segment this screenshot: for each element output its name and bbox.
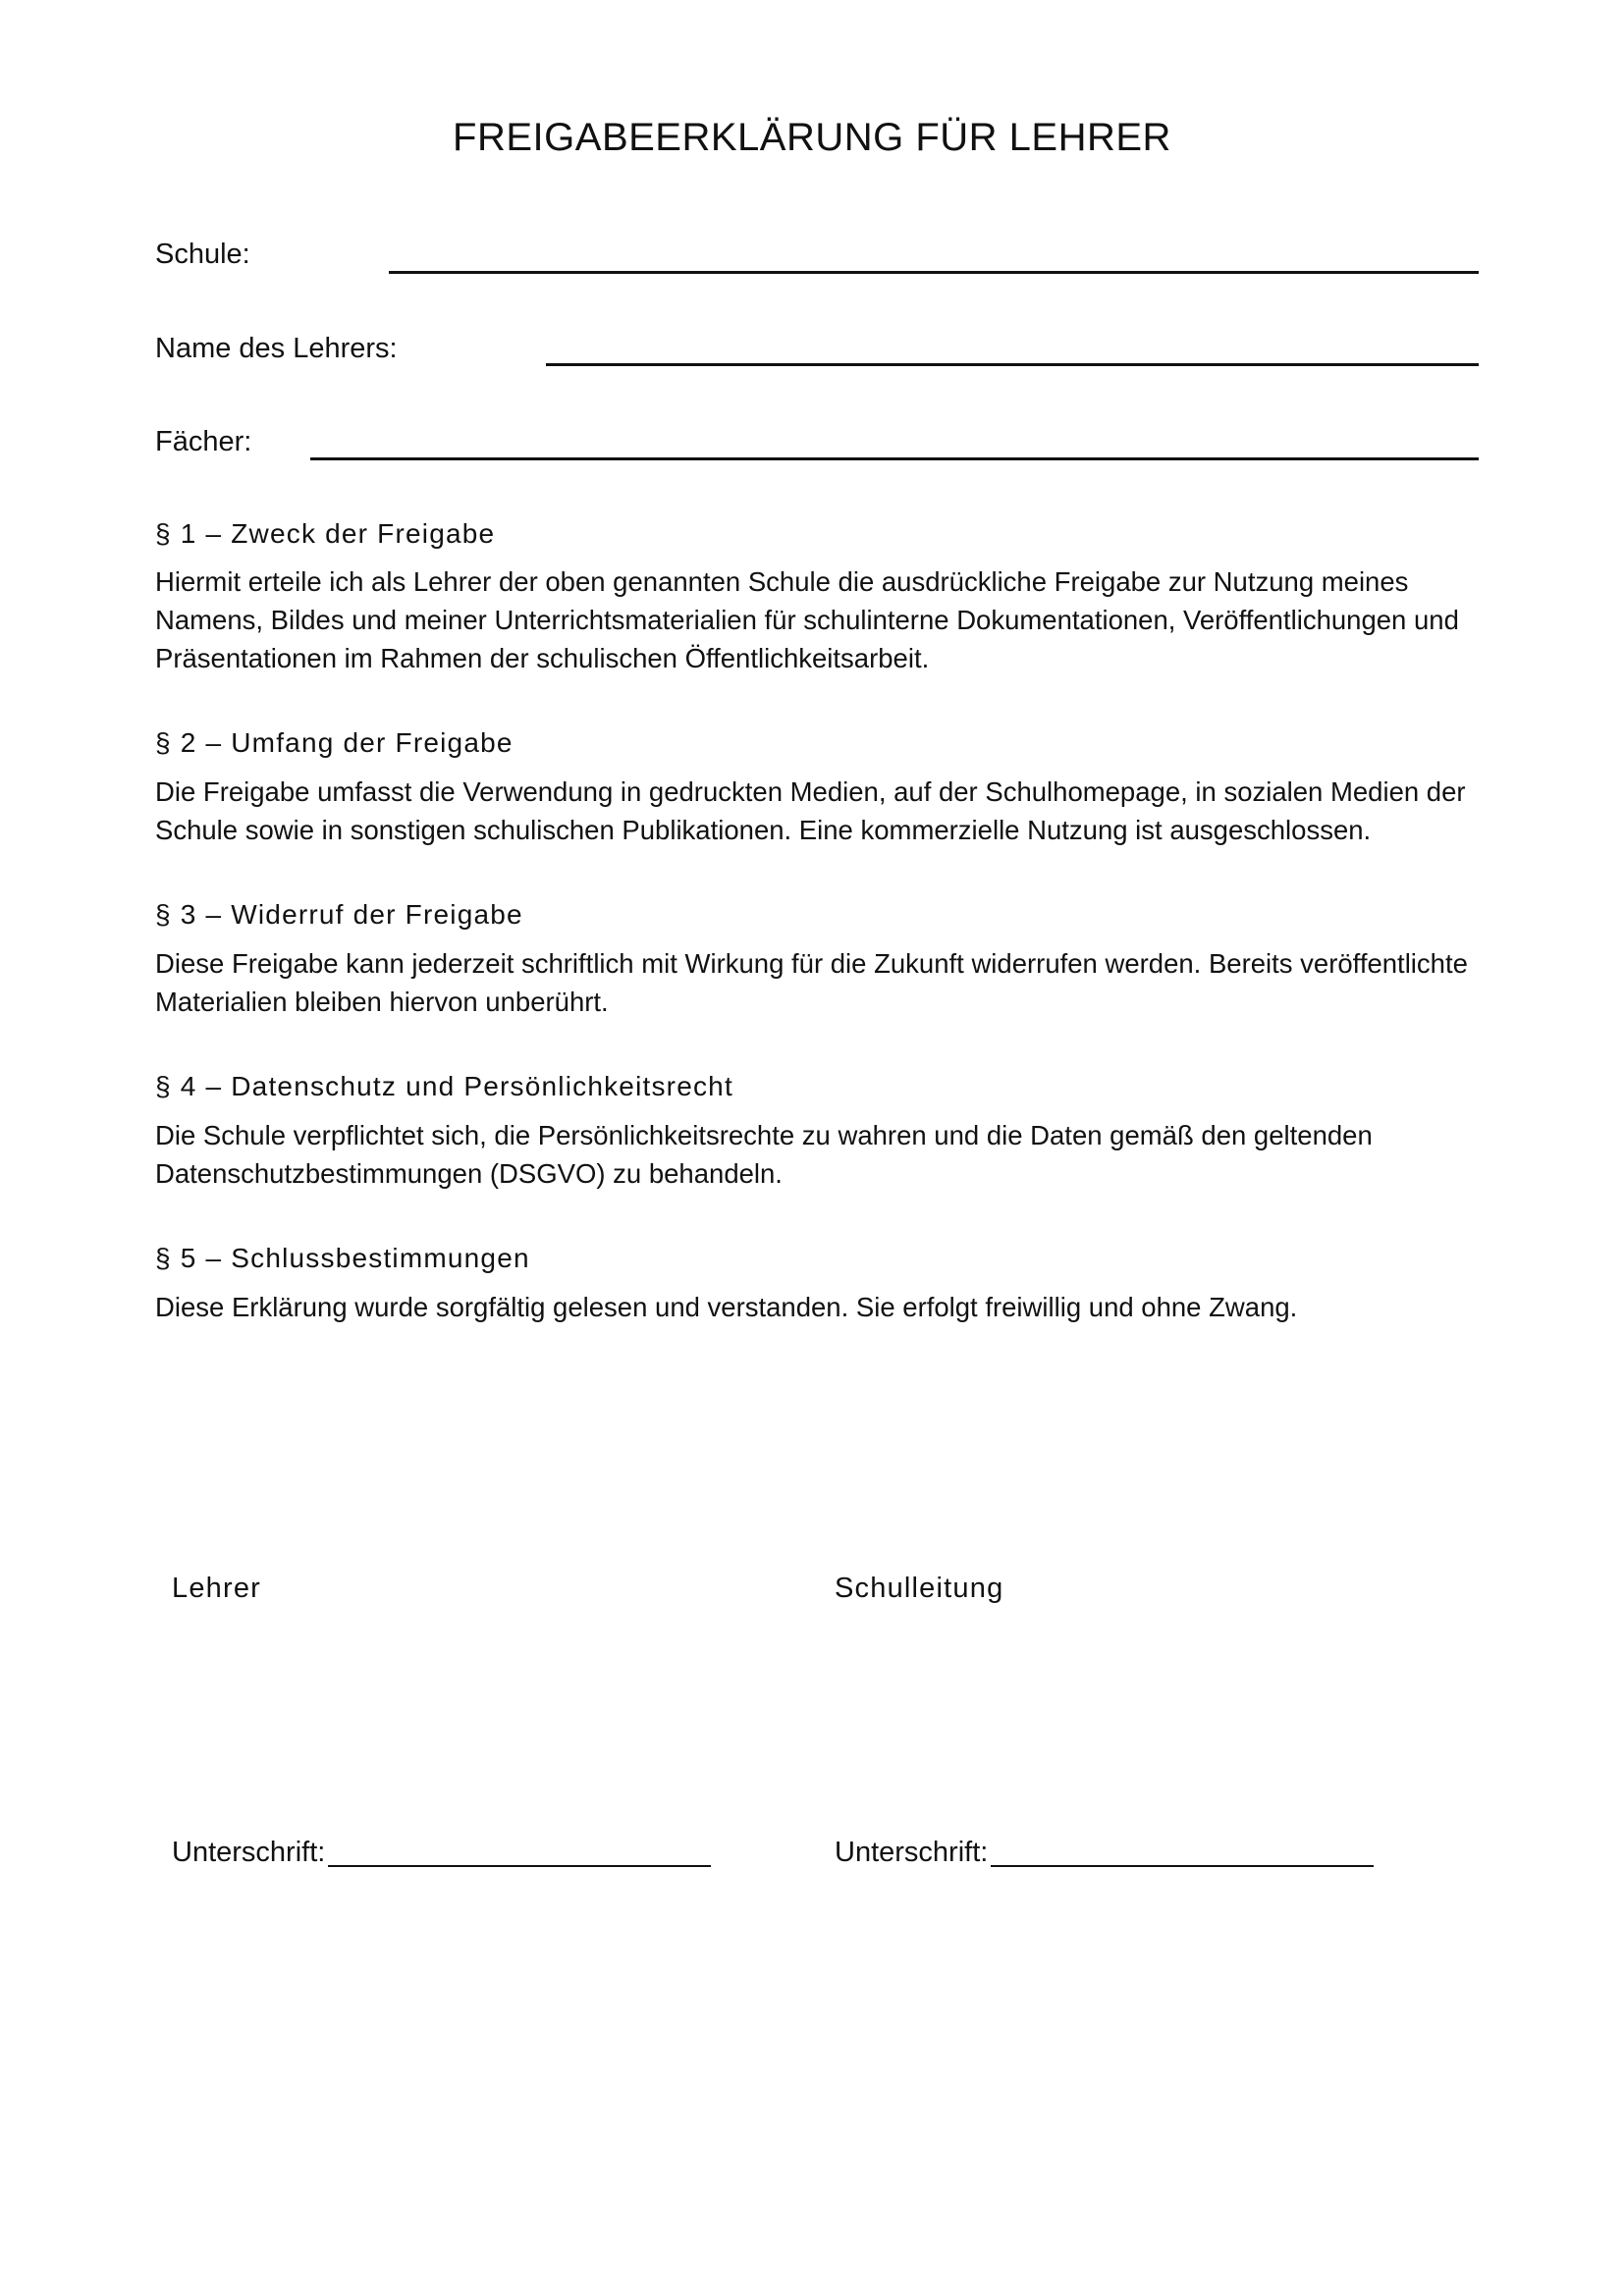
section-5-heading: § 5 – Schlussbestimmungen <box>155 1243 530 1273</box>
section-4-body: Die Schule verpflichtet sich, die Persönlichkeitsrechte zu wahren und die Daten gemäß den geltenden Datenschutzbestimmungen (DSGVO) zu behandeln. <box>155 1120 1373 1189</box>
principal-signature-input[interactable] <box>991 1840 1374 1867</box>
teacher-signature-input[interactable] <box>328 1840 711 1867</box>
subjects-input[interactable] <box>310 431 1479 460</box>
section-4-heading: § 4 – Datenschutz und Persönlichkeitsrecht <box>155 1071 733 1101</box>
document-title: FREIGABEERKLÄRUNG FÜR LEHRER <box>453 116 1171 159</box>
principal-signature-role: Schulleitung <box>835 1573 1004 1604</box>
teacher-signature-role: Lehrer <box>172 1573 262 1604</box>
teacher-name-label: Name des Lehrers: <box>155 333 398 364</box>
teacher-name-input[interactable] <box>546 337 1479 366</box>
section-1-body: Hiermit erteile ich als Lehrer der oben genannten Schule die ausdrückliche Freigabe zur Nutzung meines Namens, Bildes und meiner Unterrichtsmaterialien für schulinterne Dokumentationen, Veröffentlichungen und Präsentationen im Rahmen der schulischen Öffentlichkeitsarbeit. <box>155 566 1459 673</box>
section-2-heading: § 2 – Umfang der Freigabe <box>155 727 514 758</box>
section-5-body: Diese Erklärung wurde sorgfältig gelesen und verstanden. Sie erfolgt freiwillig und ohne Zwang. <box>155 1292 1298 1322</box>
section-2-body: Die Freigabe umfasst die Verwendung in gedruckten Medien, auf der Schulhomepage, in sozialen Medien der Schule sowie in sonstigen schulischen Publikationen. Eine kommerzielle Nutzung ist ausgeschlossen. <box>155 776 1466 845</box>
school-input[interactable] <box>389 244 1479 274</box>
principal-signature-label: Unterschrift: <box>835 1837 989 1868</box>
school-label: Schule: <box>155 239 250 270</box>
section-3-heading: § 3 – Widerruf der Freigabe <box>155 899 523 930</box>
subjects-label: Fächer: <box>155 426 252 457</box>
section-1-heading: § 1 – Zweck der Freigabe <box>155 518 496 549</box>
teacher-signature-label: Unterschrift: <box>172 1837 326 1868</box>
section-3-body: Diese Freigabe kann jederzeit schriftlich mit Wirkung für die Zukunft widerrufen werden. Bereits veröffentlichte Materialien bleiben hiervon unberührt. <box>155 948 1468 1017</box>
